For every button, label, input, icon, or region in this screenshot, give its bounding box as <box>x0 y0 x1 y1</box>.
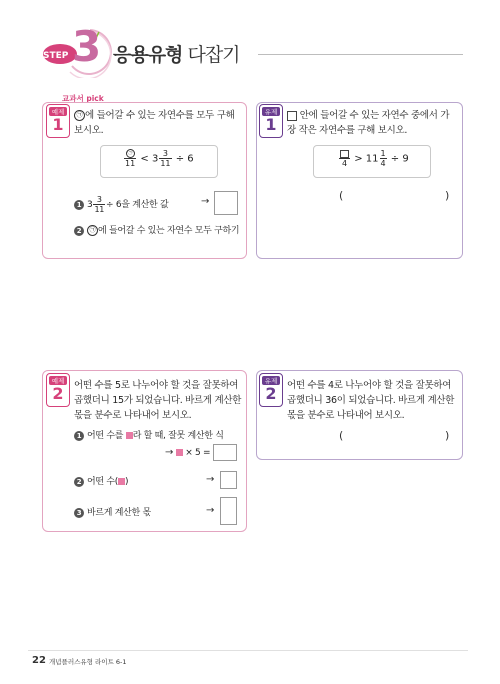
example-2-step-1: 1 어떤 수를 라 할 때, 잘못 계산한 식 <box>74 428 224 441</box>
example-2-question: 어떤 수를 5로 나누어야 할 것을 잘못하여 곱했더니 15가 되었습니다. 바르게 계산한 몫을 분수로 나타내어 보시오. <box>74 380 242 421</box>
arrow-icon: → <box>206 505 215 516</box>
example-1-step-1: 1 3 $\frac{3}{11}$ ÷ 6을 계산한 값 <box>74 195 168 214</box>
header-divider <box>258 54 463 55</box>
example-2-step-2: 2 어떤 수( ) <box>74 474 128 487</box>
practice-1-question: 안에 들어갈 수 있는 자연수 중에서 가장 작은 자연수를 구해 보시오. <box>287 110 450 136</box>
example-2-answer-box-3[interactable] <box>220 497 237 525</box>
page-title: 응용유형 다잡기 <box>113 44 240 66</box>
example-1-formula: $\frac{㉠}{11}$ < 3 $\frac{3}{11}$ ÷ 6 <box>100 145 218 178</box>
footer-divider <box>28 650 468 651</box>
book-title: 개념플러스유형 라이트 6-1 <box>49 658 127 666</box>
practice-2-question: 어떤 수를 4로 나누어야 할 것을 잘못하여 곱했더니 36이 되었습니다. 바르게 계산한 몫을 분수로 나타내어 보시오. <box>287 380 455 421</box>
example-1-tag: 예제 1 <box>46 104 70 138</box>
step-number: 3 <box>72 22 102 71</box>
practice-2-answer[interactable] <box>350 430 440 444</box>
practice-1-formula: 4 > 11 $\frac{1}{4}$ ÷ 9 <box>313 145 431 178</box>
practice-1-tag: 유제 1 <box>259 104 283 138</box>
example-2-step-3: 3 바르게 계산한 몫 <box>74 505 151 518</box>
example-2-answer-box-2[interactable] <box>220 471 237 489</box>
arrow-icon: → <box>201 196 210 207</box>
practice-1-answer[interactable] <box>350 190 440 204</box>
example-1-step-2: 2 ㉠ 에 들어갈 수 있는 자연수 모두 구하기 <box>74 223 239 236</box>
practice-1-paren-open: ( <box>339 189 344 202</box>
example-1-answer-box-1[interactable] <box>214 191 238 215</box>
step-label: STEP <box>43 51 69 61</box>
practice-2-tag: 유제 2 <box>259 373 283 407</box>
example-2-wrong-formula: → × 5 = <box>165 447 211 458</box>
practice-2-paren-open: ( <box>339 429 344 442</box>
practice-1-paren-close: ) <box>445 189 450 202</box>
arrow-icon: → <box>206 474 215 485</box>
practice-2-paren-close: ) <box>445 429 450 442</box>
example-1-question: ㉠ 에 들어갈 수 있는 자연수를 모두 구해 보시오. <box>74 110 235 136</box>
example-2-tag: 예제 2 <box>46 373 70 407</box>
textbook-pick-label: 교과서 pick <box>62 94 104 103</box>
page-number: 22 <box>32 655 46 666</box>
example-2-answer-box-1[interactable] <box>213 444 237 461</box>
